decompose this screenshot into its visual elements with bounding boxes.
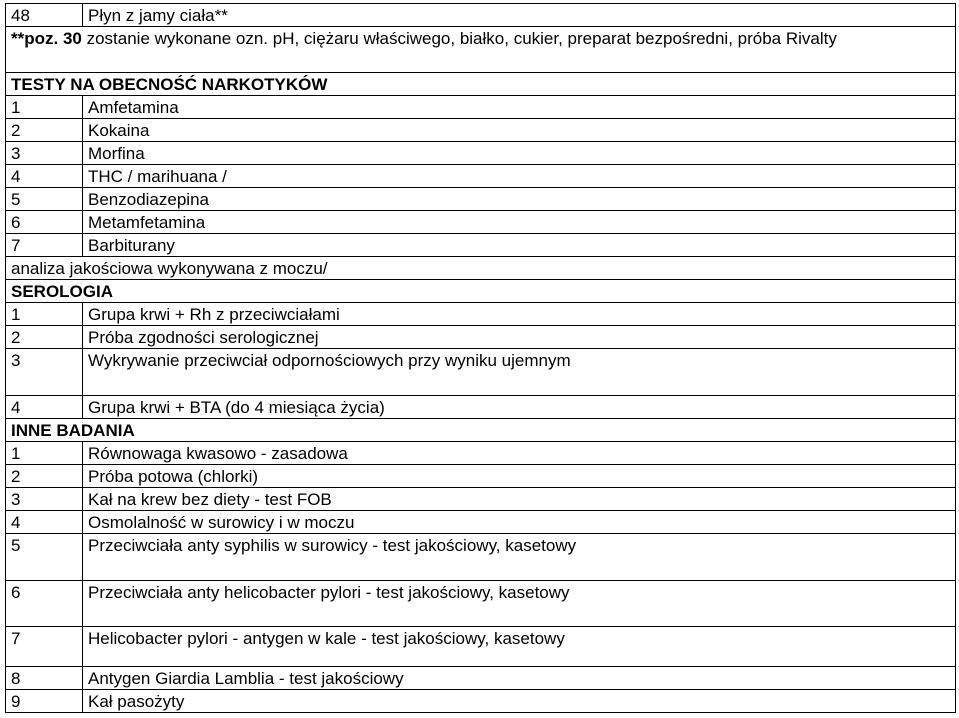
test-name: Helicobacter pylori - antygen w kale - test jakościowy, kasetowy [88,629,565,648]
table-rule [955,418,956,441]
test-name: Kokaina [88,121,150,140]
item-number: 5 [11,536,21,555]
table-rule [955,487,956,510]
test-name: Próba potowa (chlorki) [88,467,259,486]
item-number: 2 [11,328,21,347]
footnote-marker: **poz. 30 [11,29,82,48]
test-name: Płyn z jamy ciała** [88,6,228,25]
table-rule [955,164,956,187]
table-rule [955,395,956,418]
table-rule [955,141,956,164]
item-number: 1 [11,98,21,117]
table-rule [955,689,956,712]
test-name: Grupa krwi + BTA (do 4 miesiąca życia) [88,398,385,417]
test-name: THC / marihuana / [88,167,227,186]
item-number: 8 [11,669,21,688]
test-name: Kał pasożyty [88,692,185,711]
table-rule [955,325,956,348]
table-rule [955,233,956,256]
test-name: Metamfetamina [88,213,206,232]
table-rule [955,118,956,141]
item-number: 7 [11,236,21,255]
item-number: 1 [11,305,21,324]
item-number: 2 [11,121,21,140]
table-rule [955,210,956,233]
item-number: 3 [11,490,21,509]
table-rule [955,580,956,626]
table-rule [955,666,956,689]
table-rule [955,510,956,533]
test-name: Barbiturany [88,236,175,255]
item-number: 2 [11,467,21,486]
test-name: Morfina [88,144,145,163]
table-rule [955,441,956,464]
section-heading: INNE BADANIA [11,421,135,440]
test-name: Benzodiazepina [88,190,209,209]
item-number: 48 [11,6,30,25]
item-number: 3 [11,351,21,370]
table-rule [955,187,956,210]
item-number: 9 [11,692,21,711]
item-number: 6 [11,583,21,602]
section-note: analiza jakościowa wykonywana z moczu/ [11,259,328,278]
table-rule [955,348,956,395]
item-number: 7 [11,629,21,648]
table-rule [955,72,956,95]
table-rule [955,302,956,325]
item-number: 3 [11,144,21,163]
test-name: Amfetamina [88,98,179,117]
table-rule [955,626,956,666]
table-rule [955,95,956,118]
test-name: Antygen Giardia Lamblia - test jakościowy [88,669,404,688]
test-name: Grupa krwi + Rh z przeciwciałami [88,305,340,324]
test-name: Wykrywanie przeciwciał odpornościowych przy wyniku ujemnym [88,351,571,370]
item-number: 4 [11,398,21,417]
footnote [11,27,951,50]
item-number: 6 [11,213,21,232]
table-rule [955,464,956,487]
item-number: 4 [11,167,21,186]
table-rule [955,279,956,302]
section-heading: SEROLOGIA [11,282,114,301]
table-rule [5,712,956,713]
item-number: 5 [11,190,21,209]
table-rule [955,256,956,279]
test-name: Osmolalność w surowicy i w moczu [88,513,355,532]
item-number: 4 [11,513,21,532]
test-name: Kał na krew bez diety - test FOB [88,490,332,509]
test-name: Próba zgodności serologicznej [88,328,319,347]
table-rule [955,26,956,72]
footnote-text: zostanie wykonane ozn. pH, ciężaru właściwego, białko, cukier, preparat bezpośredni, próba Rivalty [81,29,837,48]
section-heading: TESTY NA OBECNOŚĆ NARKOTYKÓW [11,75,328,94]
table-rule [955,533,956,580]
item-number: 1 [11,444,21,463]
test-name: Przeciwciała anty syphilis w surowicy - test jakościowy, kasetowy [88,536,577,555]
test-name: Równowaga kwasowo - zasadowa [88,444,348,463]
table-rule [955,3,956,26]
test-name: Przeciwciała anty helicobacter pylori - test jakościowy, kasetowy [88,583,570,602]
